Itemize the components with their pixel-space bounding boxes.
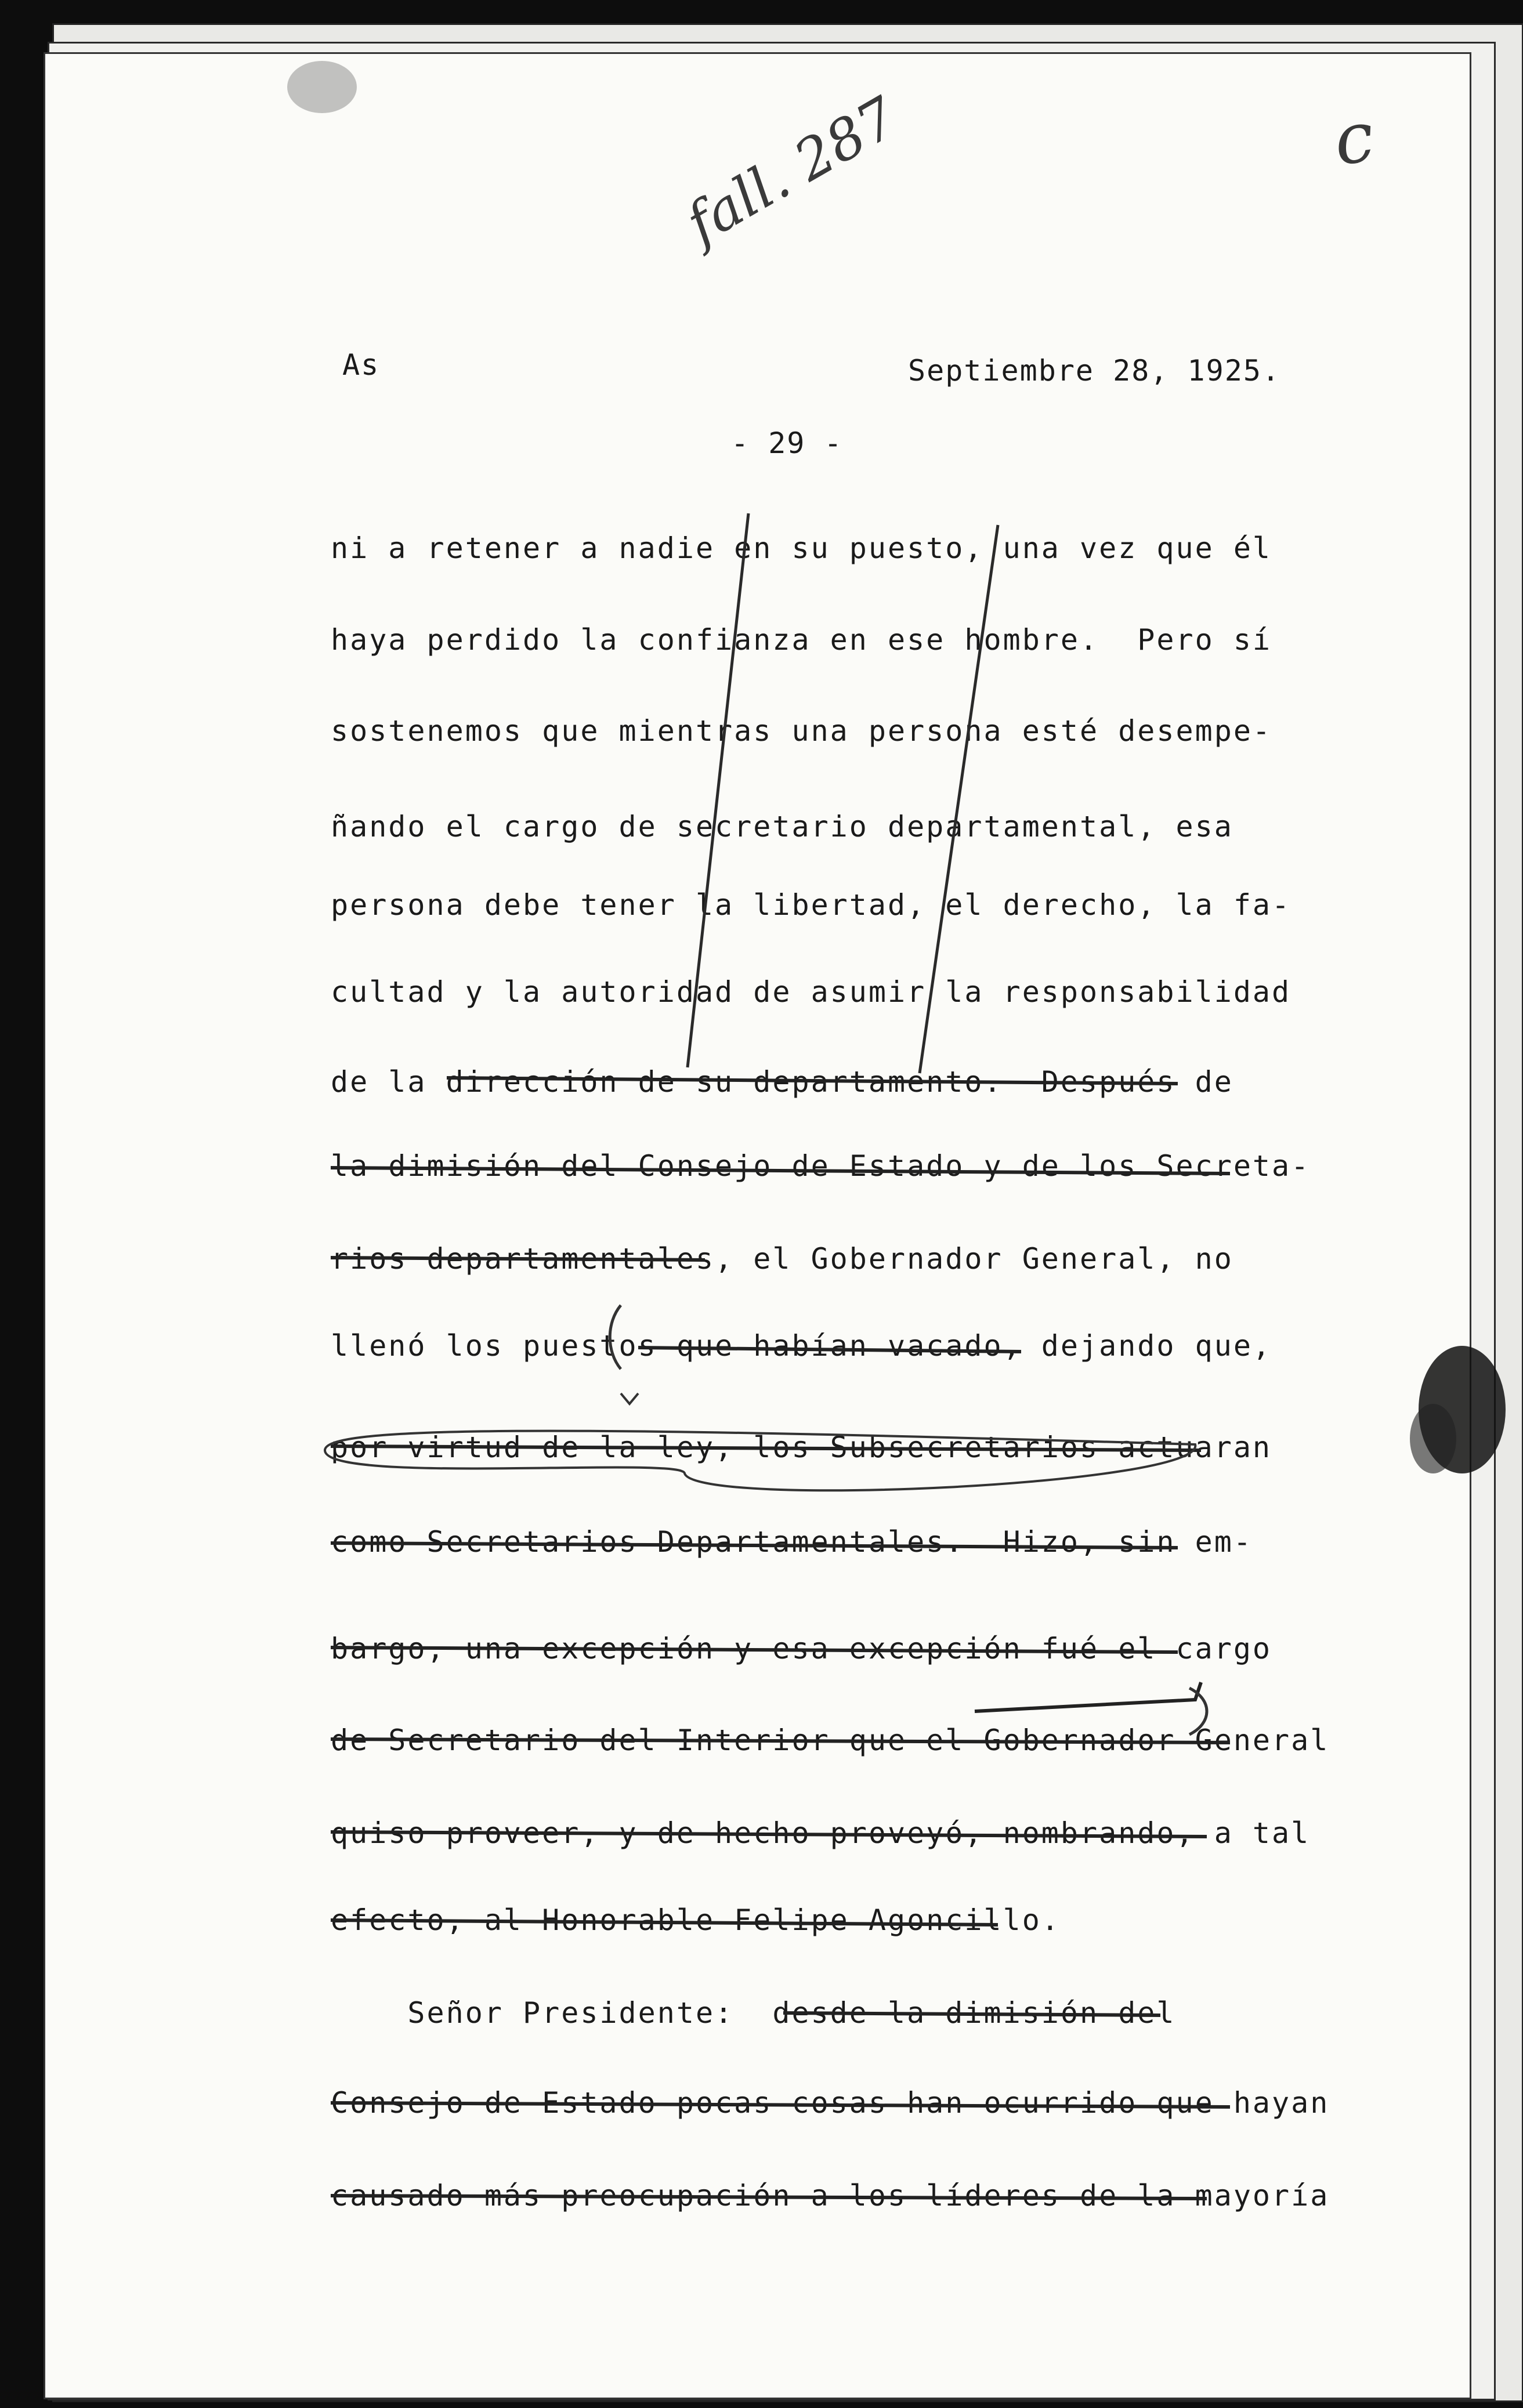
body-line: Consejo de Estado pocas cosas han ocurrido que hayan xyxy=(331,2086,1330,2120)
body-line: cultad y la autoridad de asumir la responsabilidad xyxy=(331,975,1292,1009)
corner-annotation: c xyxy=(1329,96,1379,182)
body-line: causado más preocupación a los líderes de la mayoría xyxy=(331,2179,1330,2213)
body-line: sostenemos que mientras una persona esté desempe- xyxy=(331,714,1272,748)
body-line: rios departamentales, el Gobernador General, no xyxy=(331,1242,1233,1276)
body-line: Señor Presidente: desde la dimisión del xyxy=(331,1996,1176,2030)
typist-initials: As xyxy=(342,348,380,382)
body-line: de Secretario del Interior que el Gobernador General xyxy=(331,1723,1330,1757)
document-date: Septiembre 28, 1925. xyxy=(908,354,1281,388)
body-line: persona debe tener la libertad, el derecho, la fa- xyxy=(331,888,1292,922)
body-line: ni a retener a nadie en su puesto, una vez que él xyxy=(331,531,1272,565)
page-number: - 29 - xyxy=(731,426,843,460)
body-line: efecto, al Honorable Felipe Agoncillo. xyxy=(331,1903,1061,1937)
body-line: como Secretarios Departamentales. Hizo, sin em- xyxy=(331,1525,1253,1559)
body-line: llenó los puestos que habían vacado, dejando que, xyxy=(331,1329,1272,1363)
body-line: por virtud de la ley, los Subsecretarios actuaran xyxy=(331,1431,1272,1464)
folio-annotation: fall. 287 xyxy=(675,84,909,256)
body-line: quiso proveer, y de hecho proveyó, nombrando, a tal xyxy=(331,1816,1311,1850)
body-line: bargo, una excepción y esa excepción fué el cargo xyxy=(331,1632,1272,1665)
body-line: de la dirección de su departamento. Después de xyxy=(331,1065,1233,1099)
body-line: ñando el cargo de secretario departamental, esa xyxy=(331,810,1233,843)
body-line: la dimisión del Consejo de Estado y de los Secreta- xyxy=(331,1149,1311,1183)
document-page xyxy=(44,52,1471,2399)
body-line: haya perdido la confianza en ese hombre. Pero sí xyxy=(331,623,1272,657)
